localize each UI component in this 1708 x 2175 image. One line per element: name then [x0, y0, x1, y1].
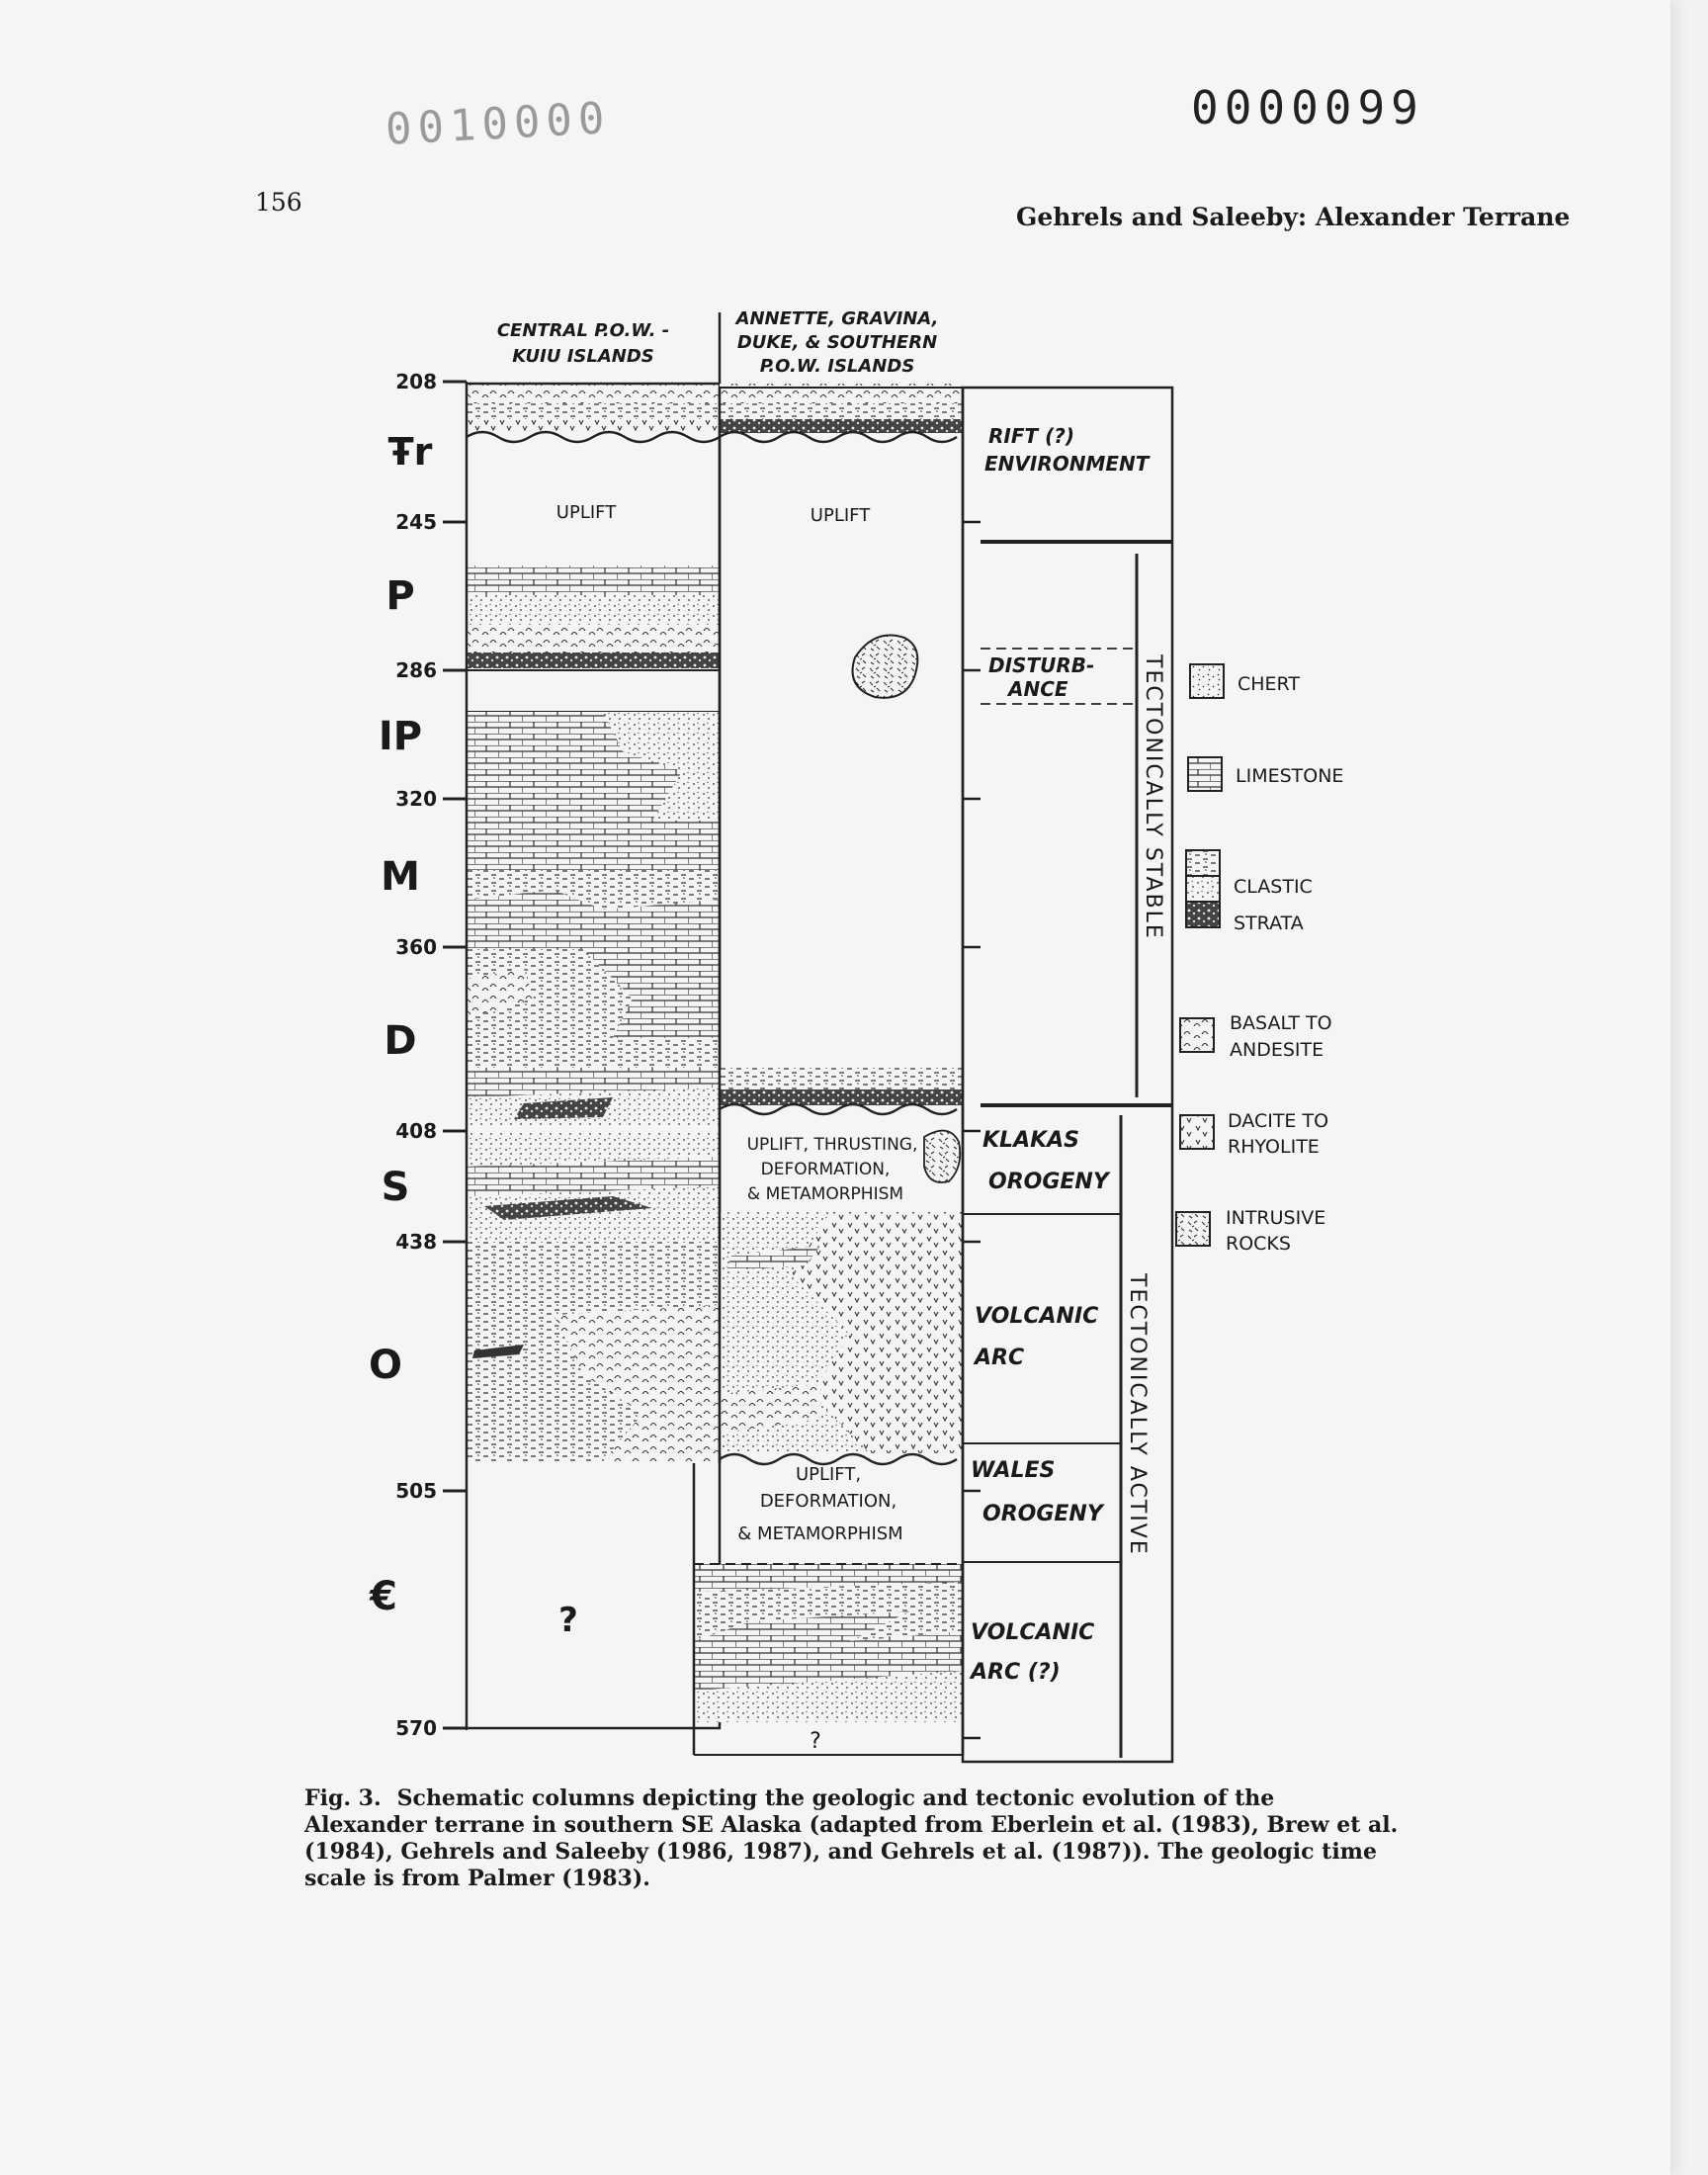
- legend-label: RHYOLITE: [1228, 1136, 1320, 1158]
- legend-item-chert: [1190, 664, 1300, 698]
- period-permian: P: [385, 573, 415, 619]
- legend-label: ANDESITE: [1230, 1039, 1324, 1061]
- legend-item-dacite: [1180, 1110, 1328, 1158]
- column-header-right: [734, 308, 939, 377]
- age-tick-320: [395, 787, 467, 811]
- age-label: 438: [395, 1230, 437, 1254]
- left-column: [445, 384, 720, 1728]
- period-pennsylvanian: IP: [378, 714, 423, 759]
- right-uplift-label: UPLIFT: [810, 505, 871, 526]
- running-head: Gehrels and Saleeby: Alexander Terrane: [1016, 203, 1571, 231]
- header-right-line: DUKE, & SOUTHERN: [736, 332, 938, 353]
- age-tick-438: [395, 1230, 467, 1254]
- header-left-line: CENTRAL P.O.W. -: [496, 320, 670, 341]
- age-tick-208: [395, 370, 467, 393]
- age-label: 360: [395, 935, 437, 959]
- figure-caption: [304, 1785, 1402, 1892]
- env-rift-line: ENVIRONMENT: [984, 452, 1150, 476]
- env-volcanic-arc-q-line: VOLCANIC: [971, 1620, 1095, 1645]
- period-devonian: D: [384, 1018, 417, 1064]
- env-volcanic-arc-line: ARC: [975, 1346, 1025, 1370]
- bates-stamp: 0000099: [1191, 81, 1424, 134]
- env-klakas-line: OROGENY: [988, 1170, 1109, 1194]
- klakas-event-line: & METAMORPHISM: [746, 1184, 904, 1204]
- age-label: 505: [395, 1479, 437, 1503]
- period-ordovician: O: [368, 1343, 403, 1388]
- triassic-shale: [467, 403, 720, 419]
- env-disturbance-line: DISTURB-: [988, 653, 1095, 677]
- permian-limestone: [467, 566, 720, 595]
- environment-column: [963, 388, 1172, 1762]
- permian-clastic: [467, 595, 720, 625]
- legend-label: STRATA: [1234, 913, 1304, 934]
- left-unknown-label: ?: [558, 1601, 578, 1640]
- env-wales-line: WALES: [971, 1458, 1056, 1483]
- klakas-event-line: DEFORMATION,: [760, 1160, 891, 1179]
- permian-basalt: [467, 625, 720, 652]
- wales-event-line: DEFORMATION,: [759, 1491, 897, 1512]
- legend: [1176, 664, 1343, 1255]
- period-triassic: Ŧr: [387, 430, 433, 474]
- right-unknown-label: ?: [810, 1729, 821, 1754]
- rc-wales-unconformity: [720, 1454, 957, 1464]
- rc-devonian-cong: [720, 1089, 963, 1105]
- rc-klakas-intrusive: [924, 1131, 960, 1182]
- period-mississippian: M: [381, 854, 420, 900]
- triassic-basalt: [467, 384, 720, 403]
- period-labels: [369, 430, 433, 1619]
- legend-label: CLASTIC: [1234, 876, 1313, 898]
- rc-unconformity: [720, 432, 957, 442]
- age-tick-245: [395, 510, 467, 534]
- age-tick-360: [395, 935, 467, 959]
- period-cambrian: €: [370, 1574, 397, 1619]
- legend-label: CHERT: [1238, 673, 1300, 695]
- env-volcanic-arc-line: VOLCANIC: [975, 1304, 1099, 1329]
- rc-devonian-unconformity: [720, 1104, 957, 1114]
- legend-label: BASALT TO: [1230, 1012, 1332, 1034]
- figure-3: [356, 306, 1404, 1789]
- legend-item-clastic: [1186, 850, 1313, 934]
- env-volcanic-arc-q-line: ARC (?): [971, 1660, 1061, 1685]
- wales-event-line: UPLIFT,: [795, 1464, 862, 1485]
- triassic-dacite: [467, 419, 720, 433]
- header-right-line: P.O.W. ISLANDS: [759, 356, 915, 377]
- legend-item-limestone: [1188, 757, 1343, 791]
- caption-text: Schematic columns depicting the geologic and tectonic evolution of the Alexander terrane in southern SE Alaska (adapted from Eberlein et al. (1983), Brew et al. (1984), Gehrels and Saleeby (1986, 1987), and Gehrels et al. (1987)). The geologic time scale is from Palmer (1983).: [304, 1785, 1399, 1891]
- caption-label: Fig. 3.: [304, 1785, 382, 1811]
- age-label: 245: [395, 510, 437, 534]
- age-tick-570: [395, 1716, 467, 1740]
- rc-intrusive-body: [853, 636, 918, 698]
- rc-triassic-shale: [720, 403, 963, 419]
- rc-triassic-cong: [720, 419, 963, 433]
- env-rift-line: RIFT (?): [988, 424, 1074, 448]
- age-tick-505: [395, 1479, 467, 1503]
- age-tick-408: [395, 1119, 467, 1143]
- legend-label: INTRUSIVE: [1226, 1207, 1326, 1229]
- bates-stamp-faint: 0010000: [384, 93, 612, 155]
- header-right-line: ANNETTE, GRAVINA,: [735, 308, 939, 329]
- legend-item-intrusive: [1176, 1207, 1325, 1255]
- age-label: 320: [395, 787, 437, 811]
- env-klakas-line: KLAKAS: [982, 1128, 1080, 1153]
- age-label: 286: [395, 658, 437, 682]
- age-label: 570: [395, 1716, 437, 1740]
- age-label: 208: [395, 370, 437, 393]
- env-disturbance-line: ANCE: [1008, 677, 1068, 701]
- legend-label: LIMESTONE: [1236, 765, 1344, 787]
- rc-devonian-shale: [720, 1068, 963, 1089]
- stratigraphic-columns-diagram: [356, 306, 1404, 1789]
- tectonically-stable-label: TECTONICALLY STABLE: [1141, 654, 1165, 940]
- period-silurian: S: [381, 1165, 410, 1210]
- unconformity: [467, 432, 720, 442]
- age-tick-286: [395, 658, 467, 682]
- page-number: 156: [255, 188, 302, 217]
- legend-label: DACITE TO: [1228, 1110, 1329, 1132]
- legend-label: ROCKS: [1226, 1233, 1291, 1255]
- wales-event-line: & METAMORPHISM: [737, 1523, 903, 1544]
- column-header-left: [497, 320, 669, 367]
- header-left-line: KUIU ISLANDS: [512, 346, 654, 367]
- tectonically-active-label: TECTONICALLY ACTIVE: [1125, 1273, 1150, 1556]
- legend-item-basalt: [1180, 1012, 1332, 1061]
- klakas-event-line: UPLIFT, THRUSTING,: [746, 1135, 918, 1155]
- permian-conglomerate: [467, 652, 720, 668]
- age-label: 408: [395, 1119, 437, 1143]
- right-column: [694, 384, 963, 1755]
- left-uplift-label: UPLIFT: [555, 502, 617, 523]
- env-wales-line: OROGENY: [982, 1502, 1103, 1526]
